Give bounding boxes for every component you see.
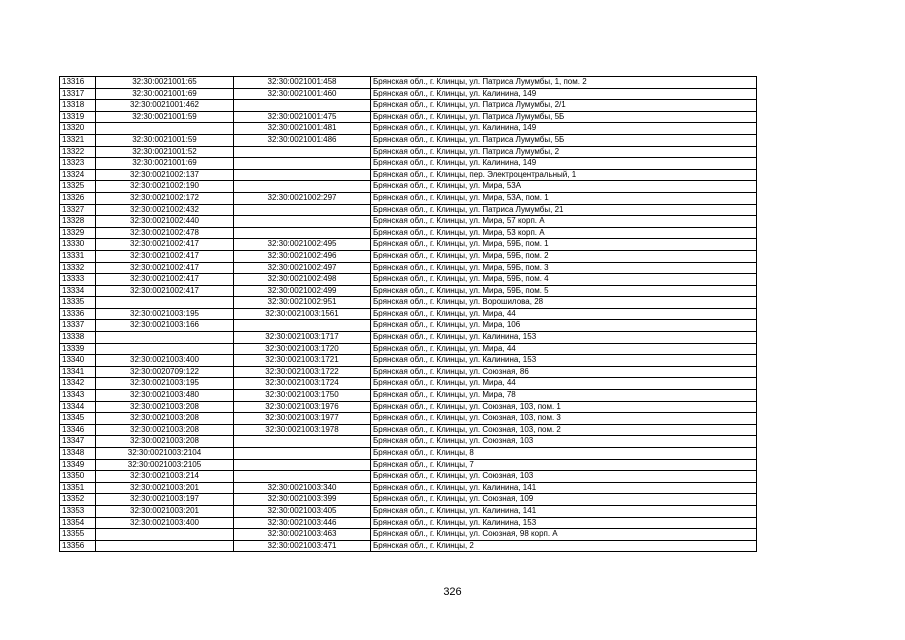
object-cadastral-cell: 32:30:0021003:1721 (234, 355, 371, 367)
address-cell: Брянская обл., г. Клинцы, ул. Союзная, 98 корп. А (371, 529, 757, 541)
object-cadastral-cell: 32:30:0021003:1978 (234, 424, 371, 436)
object-cadastral-cell (234, 459, 371, 471)
land-cadastral-cell: 32:30:0021001:65 (96, 77, 234, 89)
row-number-cell: 13330 (60, 239, 96, 251)
table-body (60, 77, 757, 552)
object-cadastral-cell: 32:30:0021002:497 (234, 262, 371, 274)
table-row (60, 540, 757, 552)
row-number-cell: 13352 (60, 494, 96, 506)
object-cadastral-cell: 32:30:0021001:486 (234, 134, 371, 146)
land-cadastral-cell: 32:30:0021003:2105 (96, 459, 234, 471)
address-cell: Брянская обл., г. Клинцы, ул. Мира, 78 (371, 390, 757, 402)
table-row (60, 355, 757, 367)
object-cadastral-cell: 32:30:0021001:475 (234, 111, 371, 123)
land-cadastral-cell (96, 343, 234, 355)
address-cell: Брянская обл., г. Клинцы, ул. Мира, 59Б, пом. 4 (371, 274, 757, 286)
row-number-cell: 13350 (60, 471, 96, 483)
land-cadastral-cell: 32:30:0021003:208 (96, 436, 234, 448)
object-cadastral-cell: 32:30:0021001:481 (234, 123, 371, 135)
address-cell: Брянская обл., г. Клинцы, ул. Калинина, 149 (371, 88, 757, 100)
land-cadastral-cell: 32:30:0021001:59 (96, 134, 234, 146)
object-cadastral-cell (234, 448, 371, 460)
row-number-cell: 13320 (60, 123, 96, 135)
row-number-cell: 13338 (60, 332, 96, 344)
land-cadastral-cell: 32:30:0021002:417 (96, 239, 234, 251)
object-cadastral-cell (234, 471, 371, 483)
row-number-cell: 13348 (60, 448, 96, 460)
land-cadastral-cell: 32:30:0020709:122 (96, 366, 234, 378)
address-cell: Брянская обл., г. Клинцы, ул. Мира, 44 (371, 343, 757, 355)
row-number-cell: 13331 (60, 250, 96, 262)
table-row (60, 88, 757, 100)
object-cadastral-cell: 32:30:0021003:340 (234, 482, 371, 494)
table-row (60, 424, 757, 436)
object-cadastral-cell: 32:30:0021002:495 (234, 239, 371, 251)
table-row (60, 192, 757, 204)
object-cadastral-cell: 32:30:0021003:1977 (234, 413, 371, 425)
row-number-cell: 13339 (60, 343, 96, 355)
address-cell: Брянская обл., г. Клинцы, ул. Патриса Лумумбы, 1, пом. 2 (371, 77, 757, 89)
object-cadastral-cell: 32:30:0021001:460 (234, 88, 371, 100)
table-row (60, 285, 757, 297)
table-row (60, 308, 757, 320)
row-number-cell: 13341 (60, 366, 96, 378)
table-row (60, 320, 757, 332)
address-cell: Брянская обл., г. Клинцы, ул. Калинина, 153 (371, 332, 757, 344)
row-number-cell: 13333 (60, 274, 96, 286)
row-number-cell: 13316 (60, 77, 96, 89)
land-cadastral-cell (96, 123, 234, 135)
row-number-cell: 13343 (60, 390, 96, 402)
land-cadastral-cell: 32:30:0021002:417 (96, 274, 234, 286)
object-cadastral-cell: 32:30:0021003:1724 (234, 378, 371, 390)
land-cadastral-cell: 32:30:0021002:432 (96, 204, 234, 216)
land-cadastral-cell: 32:30:0021001:59 (96, 111, 234, 123)
row-number-cell: 13334 (60, 285, 96, 297)
row-number-cell: 13327 (60, 204, 96, 216)
address-cell: Брянская обл., г. Клинцы, ул. Мира, 59Б, пом. 1 (371, 239, 757, 251)
object-cadastral-cell (234, 227, 371, 239)
object-cadastral-cell: 32:30:0021003:1722 (234, 366, 371, 378)
address-cell: Брянская обл., г. Клинцы, ул. Мира, 59Б, пом. 3 (371, 262, 757, 274)
page-number: 326 (443, 586, 462, 598)
land-cadastral-cell: 32:30:0021002:478 (96, 227, 234, 239)
object-cadastral-cell: 32:30:0021001:458 (234, 77, 371, 89)
table-row (60, 448, 757, 460)
address-cell: Брянская обл., г. Клинцы, ул. Мира, 53А, пом. 1 (371, 192, 757, 204)
table-row (60, 401, 757, 413)
table-row (60, 494, 757, 506)
object-cadastral-cell: 32:30:0021003:1717 (234, 332, 371, 344)
row-number-cell: 13321 (60, 134, 96, 146)
address-cell: Брянская обл., г. Клинцы, ул. Мира, 44 (371, 378, 757, 390)
table-row (60, 274, 757, 286)
object-cadastral-cell: 32:30:0021002:951 (234, 297, 371, 309)
land-cadastral-cell (96, 529, 234, 541)
object-cadastral-cell: 32:30:0021003:463 (234, 529, 371, 541)
land-cadastral-cell: 32:30:0021003:208 (96, 401, 234, 413)
land-cadastral-cell: 32:30:0021003:195 (96, 378, 234, 390)
table-row (60, 169, 757, 181)
table-row (60, 146, 757, 158)
table-row (60, 378, 757, 390)
table-row (60, 366, 757, 378)
land-cadastral-cell: 32:30:0021003:400 (96, 517, 234, 529)
address-cell: Брянская обл., г. Клинцы, пер. Электроцентральный, 1 (371, 169, 757, 181)
address-cell: Брянская обл., г. Клинцы, ул. Мира, 106 (371, 320, 757, 332)
table-row (60, 250, 757, 262)
object-cadastral-cell: 32:30:0021003:1720 (234, 343, 371, 355)
address-cell: Брянская обл., г. Клинцы, 2 (371, 540, 757, 552)
address-cell: Брянская обл., г. Клинцы, ул. Союзная, 103 (371, 471, 757, 483)
address-cell: Брянская обл., г. Клинцы, ул. Союзная, 103, пом. 3 (371, 413, 757, 425)
address-cell: Брянская обл., г. Клинцы, ул. Союзная, 103 (371, 436, 757, 448)
table-row (60, 216, 757, 228)
object-cadastral-cell: 32:30:0021002:496 (234, 250, 371, 262)
land-cadastral-cell: 32:30:0021001:69 (96, 88, 234, 100)
row-number-cell: 13323 (60, 158, 96, 170)
row-number-cell: 13347 (60, 436, 96, 448)
row-number-cell: 13328 (60, 216, 96, 228)
row-number-cell: 13326 (60, 192, 96, 204)
address-cell: Брянская обл., г. Клинцы, ул. Патриса Лумумбы, 5Б (371, 134, 757, 146)
object-cadastral-cell: 32:30:0021003:446 (234, 517, 371, 529)
table-row (60, 390, 757, 402)
land-cadastral-cell: 32:30:0021001:52 (96, 146, 234, 158)
row-number-cell: 13337 (60, 320, 96, 332)
row-number-cell: 13344 (60, 401, 96, 413)
object-cadastral-cell (234, 169, 371, 181)
table-row (60, 482, 757, 494)
table-row (60, 436, 757, 448)
row-number-cell: 13356 (60, 540, 96, 552)
object-cadastral-cell (234, 181, 371, 193)
row-number-cell: 13342 (60, 378, 96, 390)
row-number-cell: 13345 (60, 413, 96, 425)
address-cell: Брянская обл., г. Клинцы, ул. Калинина, 153 (371, 517, 757, 529)
land-cadastral-cell: 32:30:0021002:440 (96, 216, 234, 228)
address-cell: Брянская обл., г. Клинцы, ул. Патриса Лумумбы, 5Б (371, 111, 757, 123)
object-cadastral-cell: 32:30:0021003:1561 (234, 308, 371, 320)
address-cell: Брянская обл., г. Клинцы, ул. Патриса Лумумбы, 21 (371, 204, 757, 216)
address-cell: Брянская обл., г. Клинцы, ул. Ворошилова, 28 (371, 297, 757, 309)
address-cell: Брянская обл., г. Клинцы, ул. Мира, 44 (371, 308, 757, 320)
table-row (60, 459, 757, 471)
row-number-cell: 13353 (60, 505, 96, 517)
land-cadastral-cell: 32:30:0021002:137 (96, 169, 234, 181)
address-cell: Брянская обл., г. Клинцы, ул. Калинина, 153 (371, 355, 757, 367)
address-cell: Брянская обл., г. Клинцы, ул. Мира, 53 корп. А (371, 227, 757, 239)
table-row (60, 517, 757, 529)
table-row (60, 343, 757, 355)
table-row (60, 111, 757, 123)
row-number-cell: 13355 (60, 529, 96, 541)
object-cadastral-cell: 32:30:0021002:297 (234, 192, 371, 204)
object-cadastral-cell (234, 146, 371, 158)
address-cell: Брянская обл., г. Клинцы, ул. Мира, 59Б, пом. 5 (371, 285, 757, 297)
land-cadastral-cell: 32:30:0021003:480 (96, 390, 234, 402)
address-cell: Брянская обл., г. Клинцы, ул. Калинина, 141 (371, 482, 757, 494)
address-cell: Брянская обл., г. Клинцы, ул. Союзная, 109 (371, 494, 757, 506)
land-cadastral-cell: 32:30:0021003:201 (96, 505, 234, 517)
address-cell: Брянская обл., г. Клинцы, ул. Калинина, 141 (371, 505, 757, 517)
row-number-cell: 13346 (60, 424, 96, 436)
land-cadastral-cell: 32:30:0021001:462 (96, 100, 234, 112)
row-number-cell: 13318 (60, 100, 96, 112)
row-number-cell: 13335 (60, 297, 96, 309)
row-number-cell: 13324 (60, 169, 96, 181)
object-cadastral-cell: 32:30:0021003:471 (234, 540, 371, 552)
table-row (60, 413, 757, 425)
table-row (60, 529, 757, 541)
row-number-cell: 13329 (60, 227, 96, 239)
land-cadastral-cell: 32:30:0021003:2104 (96, 448, 234, 460)
land-cadastral-cell (96, 540, 234, 552)
address-cell: Брянская обл., г. Клинцы, ул. Мира, 53А (371, 181, 757, 193)
land-cadastral-cell: 32:30:0021002:417 (96, 285, 234, 297)
address-cell: Брянская обл., г. Клинцы, ул. Калинина, 149 (371, 123, 757, 135)
table-row (60, 100, 757, 112)
address-cell: Брянская обл., г. Клинцы, ул. Мира, 59Б, пом. 2 (371, 250, 757, 262)
table-row (60, 505, 757, 517)
land-cadastral-cell: 32:30:0021003:208 (96, 424, 234, 436)
table-row (60, 332, 757, 344)
address-cell: Брянская обл., г. Клинцы, 7 (371, 459, 757, 471)
object-cadastral-cell (234, 320, 371, 332)
cadastral-table (59, 76, 757, 552)
table-row (60, 471, 757, 483)
object-cadastral-cell: 32:30:0021003:399 (234, 494, 371, 506)
object-cadastral-cell (234, 100, 371, 112)
object-cadastral-cell (234, 216, 371, 228)
table-row (60, 262, 757, 274)
row-number-cell: 13332 (60, 262, 96, 274)
land-cadastral-cell: 32:30:0021001:69 (96, 158, 234, 170)
address-cell: Брянская обл., г. Клинцы, ул. Мира, 57 корп. А (371, 216, 757, 228)
table-row (60, 77, 757, 89)
table-row (60, 123, 757, 135)
row-number-cell: 13319 (60, 111, 96, 123)
row-number-cell: 13325 (60, 181, 96, 193)
land-cadastral-cell: 32:30:0021003:166 (96, 320, 234, 332)
land-cadastral-cell (96, 297, 234, 309)
object-cadastral-cell (234, 204, 371, 216)
land-cadastral-cell: 32:30:0021002:417 (96, 250, 234, 262)
address-cell: Брянская обл., г. Клинцы, ул. Патриса Лумумбы, 2 (371, 146, 757, 158)
land-cadastral-cell: 32:30:0021002:417 (96, 262, 234, 274)
table-row (60, 297, 757, 309)
object-cadastral-cell: 32:30:0021003:1750 (234, 390, 371, 402)
land-cadastral-cell: 32:30:0021003:400 (96, 355, 234, 367)
land-cadastral-cell: 32:30:0021003:195 (96, 308, 234, 320)
land-cadastral-cell: 32:30:0021003:197 (96, 494, 234, 506)
object-cadastral-cell: 32:30:0021002:498 (234, 274, 371, 286)
address-cell: Брянская обл., г. Клинцы, ул. Союзная, 103, пом. 2 (371, 424, 757, 436)
row-number-cell: 13351 (60, 482, 96, 494)
row-number-cell: 13317 (60, 88, 96, 100)
row-number-cell: 13354 (60, 517, 96, 529)
table-row (60, 227, 757, 239)
row-number-cell: 13340 (60, 355, 96, 367)
row-number-cell: 13336 (60, 308, 96, 320)
address-cell: Брянская обл., г. Клинцы, 8 (371, 448, 757, 460)
address-cell: Брянская обл., г. Клинцы, ул. Калинина, 149 (371, 158, 757, 170)
row-number-cell: 13349 (60, 459, 96, 471)
object-cadastral-cell (234, 436, 371, 448)
table-row (60, 239, 757, 251)
land-cadastral-cell: 32:30:0021002:190 (96, 181, 234, 193)
address-cell: Брянская обл., г. Клинцы, ул. Союзная, 103, пом. 1 (371, 401, 757, 413)
land-cadastral-cell: 32:30:0021002:172 (96, 192, 234, 204)
table-row (60, 204, 757, 216)
address-cell: Брянская обл., г. Клинцы, ул. Патриса Лумумбы, 2/1 (371, 100, 757, 112)
table-row (60, 181, 757, 193)
land-cadastral-cell: 32:30:0021003:201 (96, 482, 234, 494)
object-cadastral-cell: 32:30:0021002:499 (234, 285, 371, 297)
object-cadastral-cell: 32:30:0021003:1976 (234, 401, 371, 413)
land-cadastral-cell: 32:30:0021003:208 (96, 413, 234, 425)
object-cadastral-cell: 32:30:0021003:405 (234, 505, 371, 517)
land-cadastral-cell: 32:30:0021003:214 (96, 471, 234, 483)
row-number-cell: 13322 (60, 146, 96, 158)
table-row (60, 134, 757, 146)
land-cadastral-cell (96, 332, 234, 344)
address-cell: Брянская обл., г. Клинцы, ул. Союзная, 86 (371, 366, 757, 378)
object-cadastral-cell (234, 158, 371, 170)
table-row (60, 158, 757, 170)
